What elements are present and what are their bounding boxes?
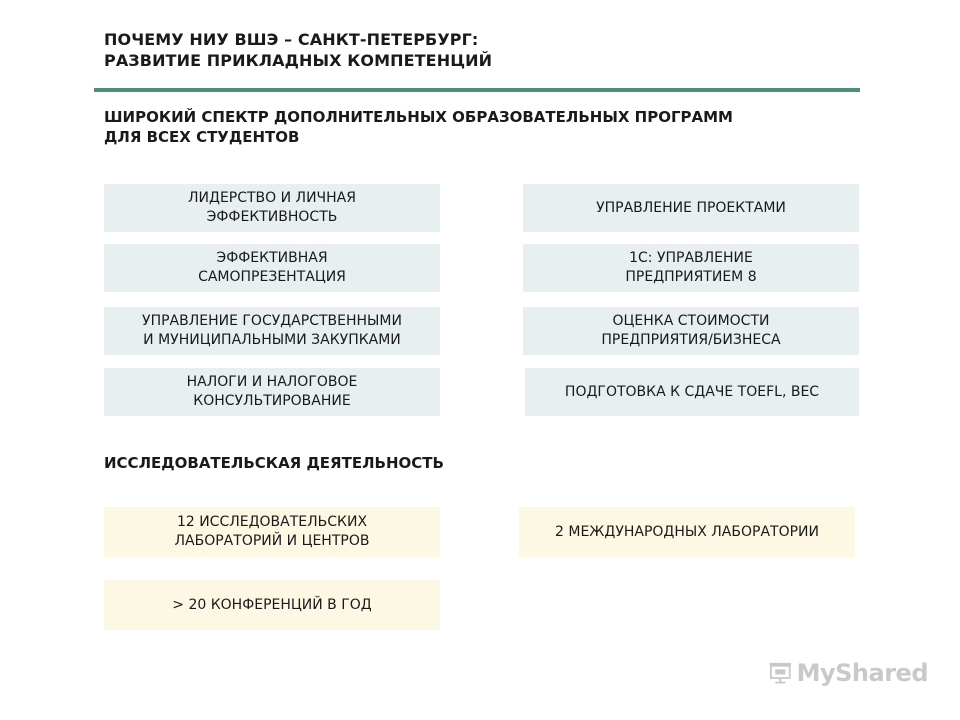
program-box-leadership [104, 184, 440, 232]
research-box-labs [104, 507, 440, 557]
program-box-text: САМОПРЕЗЕНТАЦИЯ [198, 269, 346, 285]
watermark-text: MyShared [796, 659, 928, 687]
research-box-text: 12 ИССЛЕДОВАТЕЛЬСКИХ [176, 514, 368, 530]
program-box-text: ПРЕДПРИЯТИЯ/БИЗНЕСА [601, 332, 781, 348]
program-box-self-presentation [104, 244, 440, 292]
program-box-text: ЭФФЕКТИВНОСТЬ [206, 209, 338, 225]
research-box-text: ЛАБОРАТОРИЙ И ЦЕНТРОВ [174, 533, 370, 549]
presentation-board-icon [768, 657, 793, 689]
program-box-project-management [523, 184, 859, 232]
program-box-text: ЛИДЕРСТВО И ЛИЧНАЯ [188, 190, 356, 206]
research-box-text: > 20 КОНФЕРЕНЦИЙ В ГОД [172, 596, 372, 613]
programs-heading [104, 107, 733, 147]
program-box-text: ОЦЕНКА СТОИМОСТИ [612, 313, 770, 329]
program-box-text: УПРАВЛЕНИЕ ПРОЕКТАМИ [596, 199, 786, 216]
program-box-text: 1С: УПРАВЛЕНИЕ [629, 250, 753, 266]
program-box-text: КОНСУЛЬТИРОВАНИЕ [193, 393, 351, 409]
program-box-toefl [525, 368, 859, 416]
programs-heading-line1: ШИРОКИЙ СПЕКТР ДОПОЛНИТЕЛЬНЫХ ОБРАЗОВАТЕЛЬНЫХ ПРОГРАММ [104, 108, 733, 126]
program-box-text: ПРЕДПРИЯТИЕМ 8 [625, 269, 757, 285]
title-divider [94, 88, 860, 92]
research-heading: ИССЛЕДОВАТЕЛЬСКАЯ ДЕЯТЕЛЬНОСТЬ [104, 454, 444, 472]
slide-title-line2: РАЗВИТИЕ ПРИКЛАДНЫХ КОМПЕТЕНЦИЙ [104, 51, 493, 70]
research-box-text: 2 МЕЖДУНАРОДНЫХ ЛАБОРАТОРИИ [555, 523, 819, 540]
program-box-taxes [104, 368, 440, 416]
program-box-text: ПОДГОТОВКА К СДАЧЕ TOEFL, BEC [564, 383, 820, 400]
program-box-text: УПРАВЛЕНИЕ ГОСУДАРСТВЕННЫМИ [142, 313, 402, 329]
watermark-logo [768, 655, 928, 691]
program-box-valuation [523, 307, 859, 355]
slide-title-line1: ПОЧЕМУ НИУ ВШЭ – САНКТ-ПЕТЕРБУРГ: [104, 30, 479, 49]
program-box-text: И МУНИЦИПАЛЬНЫМИ ЗАКУПКАМИ [143, 332, 401, 348]
program-box-text: НАЛОГИ И НАЛОГОВОЕ [186, 374, 358, 390]
programs-heading-line2: ДЛЯ ВСЕХ СТУДЕНТОВ [104, 128, 300, 146]
research-box-international-labs [519, 507, 855, 557]
research-box-conferences [104, 580, 440, 630]
slide-title [104, 29, 664, 71]
program-box-text: ЭФФЕКТИВНАЯ [216, 250, 328, 266]
program-box-1c [523, 244, 859, 292]
program-box-procurement [104, 307, 440, 355]
